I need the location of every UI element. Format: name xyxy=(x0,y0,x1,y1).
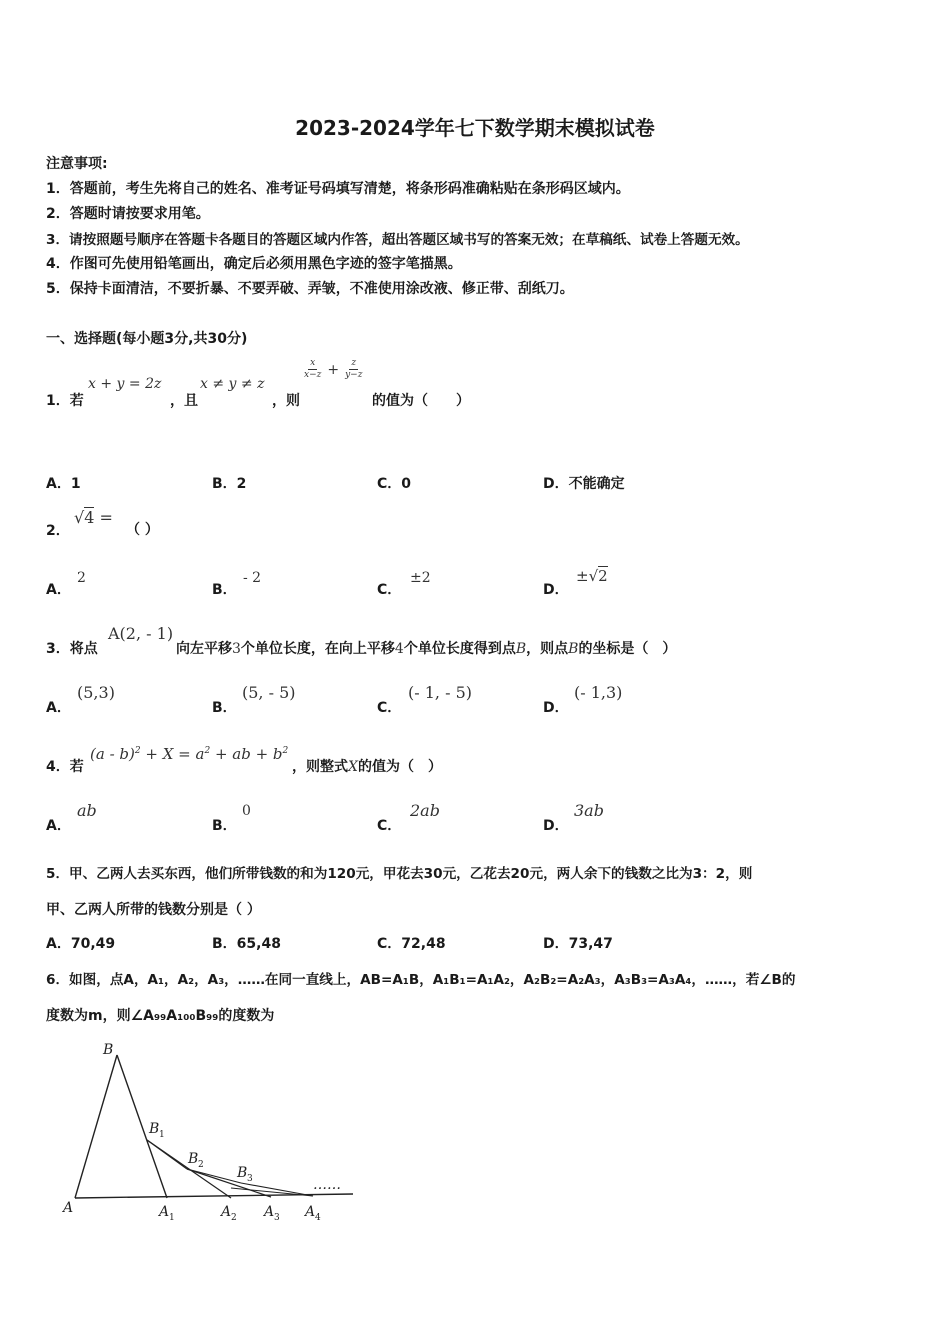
note-item: 3．请按照题号顺序在答题卡各题目的答题区域内作答，超出答题区域书写的答案无效；在草稿纸、试卷上答题无效。 xyxy=(46,232,749,248)
q6-text-line2: 度数为m，则∠A₉₉A₁₀₀B₉₉的度数为 xyxy=(46,1008,275,1024)
q3-option-b-label: B． xyxy=(212,700,237,716)
q4-option-a: ab xyxy=(77,801,97,820)
plus-sign: + xyxy=(327,361,340,378)
q1-option-a: A．1 xyxy=(46,476,81,492)
segment-AB xyxy=(75,1055,117,1198)
q3-option-b: (5, - 5) xyxy=(242,683,296,702)
sqrt-symbol: √ xyxy=(74,508,85,527)
segment-B2B3 xyxy=(187,1169,241,1183)
q4-option-c-label: C． xyxy=(377,818,402,834)
q3-option-d: (- 1,3) xyxy=(574,683,623,702)
sqrt-symbol: √ xyxy=(588,567,599,585)
q5-option-a: A．70,49 xyxy=(46,936,116,952)
label-A1-sub: 1 xyxy=(169,1213,175,1223)
note-item: 1．答题前，考生先将自己的姓名、准考证号码填写清楚，将条形码准确粘贴在条形码区域内。 xyxy=(46,181,630,197)
label-B2-sub: 2 xyxy=(198,1160,204,1170)
label-A3-sub: 3 xyxy=(274,1213,280,1223)
dots: …… xyxy=(313,1177,341,1193)
segment-B3A4 xyxy=(241,1183,313,1196)
q3-option-d-label: D． xyxy=(543,700,569,716)
label-A4-sub: 4 xyxy=(315,1213,321,1223)
label-B3: B xyxy=(237,1165,248,1181)
note-item: 4．作图可先使用铅笔画出，确定后必须用黑色字迹的签字笔描黑。 xyxy=(46,256,462,272)
label-A4: A xyxy=(305,1204,316,1220)
q1-tail: 的值为（ ） xyxy=(372,393,470,409)
q5-option-d: D．73,47 xyxy=(543,936,613,952)
q4-option-b-label: B． xyxy=(212,818,237,834)
q5-option-c: C．72,48 xyxy=(377,936,446,952)
q2-option-c-label: C． xyxy=(377,582,402,598)
q4-expression: $(a - b)^2 + X = a^2$ + ab + $b^2$ xyxy=(90,745,289,763)
q5-text-line1: 5．甲、乙两人去买东西，他们所带钱数的和为120元，甲花去30元，乙花去20元，两人余下的钱数之比为3：2，则 xyxy=(46,866,753,882)
label-A3: A xyxy=(264,1204,275,1220)
segment-BA1 xyxy=(117,1055,167,1198)
q4-option-d-label: D． xyxy=(543,818,569,834)
q1-text: ，则 xyxy=(272,393,300,409)
q3-option-a: (5,3) xyxy=(77,683,115,702)
q3-option-c: (- 1, - 5) xyxy=(408,683,472,702)
q2-paren: （ ） xyxy=(126,522,159,538)
q4-option-b: 0 xyxy=(242,803,251,819)
notes-heading: 注意事项: xyxy=(46,156,108,172)
q1-eq2: x ≠ y ≠ z xyxy=(200,376,265,392)
q3-number: 3．将点 xyxy=(46,641,98,657)
label-B2: B xyxy=(188,1151,199,1167)
q4-option-d: 3ab xyxy=(574,801,604,820)
label-A2: A xyxy=(221,1204,232,1220)
page-title: 2023-2024学年七下数学期末模拟试卷 xyxy=(295,116,655,140)
label-B3-sub: 3 xyxy=(247,1174,253,1184)
q3-text: 向左平移3个单位长度，在向上平移4个单位长度得到点B，则点B的坐标是（ ） xyxy=(176,641,677,657)
q2-option-c: ±2 xyxy=(410,570,431,586)
label-B1-sub: 1 xyxy=(159,1130,165,1140)
q5-text-line2: 甲、乙两人所带的钱数分别是（ ） xyxy=(46,902,261,918)
section-heading: 一、选择题(每小题3分,共30分) xyxy=(46,331,248,347)
q3-point: A(2, - 1) xyxy=(108,624,174,643)
q6-figure xyxy=(55,1035,365,1225)
q2-option-a: 2 xyxy=(77,570,86,586)
q1-option-d: D．不能确定 xyxy=(543,476,625,492)
q4-text: ，则整式X的值为（ ） xyxy=(292,759,442,775)
q3-option-a-label: A． xyxy=(46,700,71,716)
q1-fraction: $\frac{z}{y-z}$ xyxy=(345,358,363,380)
label-B: B xyxy=(103,1042,114,1058)
segment-B2A3 xyxy=(187,1169,271,1197)
q1-option-b: B．2 xyxy=(212,476,247,492)
q4-option-a-label: A． xyxy=(46,818,71,834)
q1-number: 1．若 xyxy=(46,393,84,409)
q2-option-d-label: D． xyxy=(543,582,569,598)
q2-expression: √4 = xyxy=(74,508,113,527)
q2-number: 2． xyxy=(46,523,70,539)
q6-text-line1: 6．如图，点A，A₁，A₂，A₃，……在同一直线上，AB=A₁B，A₁B₁=A₁A₂，A₂B₂=A₂A₃，A₃B₃=A₃A₄，……，若∠B的 xyxy=(46,972,796,988)
q4-option-c: 2ab xyxy=(410,801,440,820)
q1-eq1: x + y = 2z xyxy=(88,376,162,392)
q5-option-b: B．65,48 xyxy=(212,936,281,952)
q1-text: ，且 xyxy=(170,393,198,409)
label-B1: B xyxy=(149,1121,160,1137)
q3-option-c-label: C． xyxy=(377,700,402,716)
note-item: 5．保持卡面清洁，不要折暴、不要弄破、弄皱，不准使用涂改液、修正带、刮纸刀。 xyxy=(46,281,574,297)
note-item: 2．答题时请按要求用笔。 xyxy=(46,206,210,222)
segment-B1B2 xyxy=(147,1140,187,1169)
label-A: A xyxy=(63,1200,74,1216)
label-A1: A xyxy=(159,1204,170,1220)
q2-option-d: ±√2 xyxy=(576,567,608,585)
q1-fraction: $\frac{x}{x-z}$ xyxy=(304,358,322,380)
q2-option-a-label: A． xyxy=(46,582,71,598)
q4-number: 4．若 xyxy=(46,759,84,775)
q1-option-c: C．0 xyxy=(377,476,412,492)
q2-option-b: - 2 xyxy=(243,570,262,586)
q2-option-b-label: B． xyxy=(212,582,237,598)
q1-fraction-expr xyxy=(302,358,364,381)
label-A2-sub: 2 xyxy=(231,1213,237,1223)
